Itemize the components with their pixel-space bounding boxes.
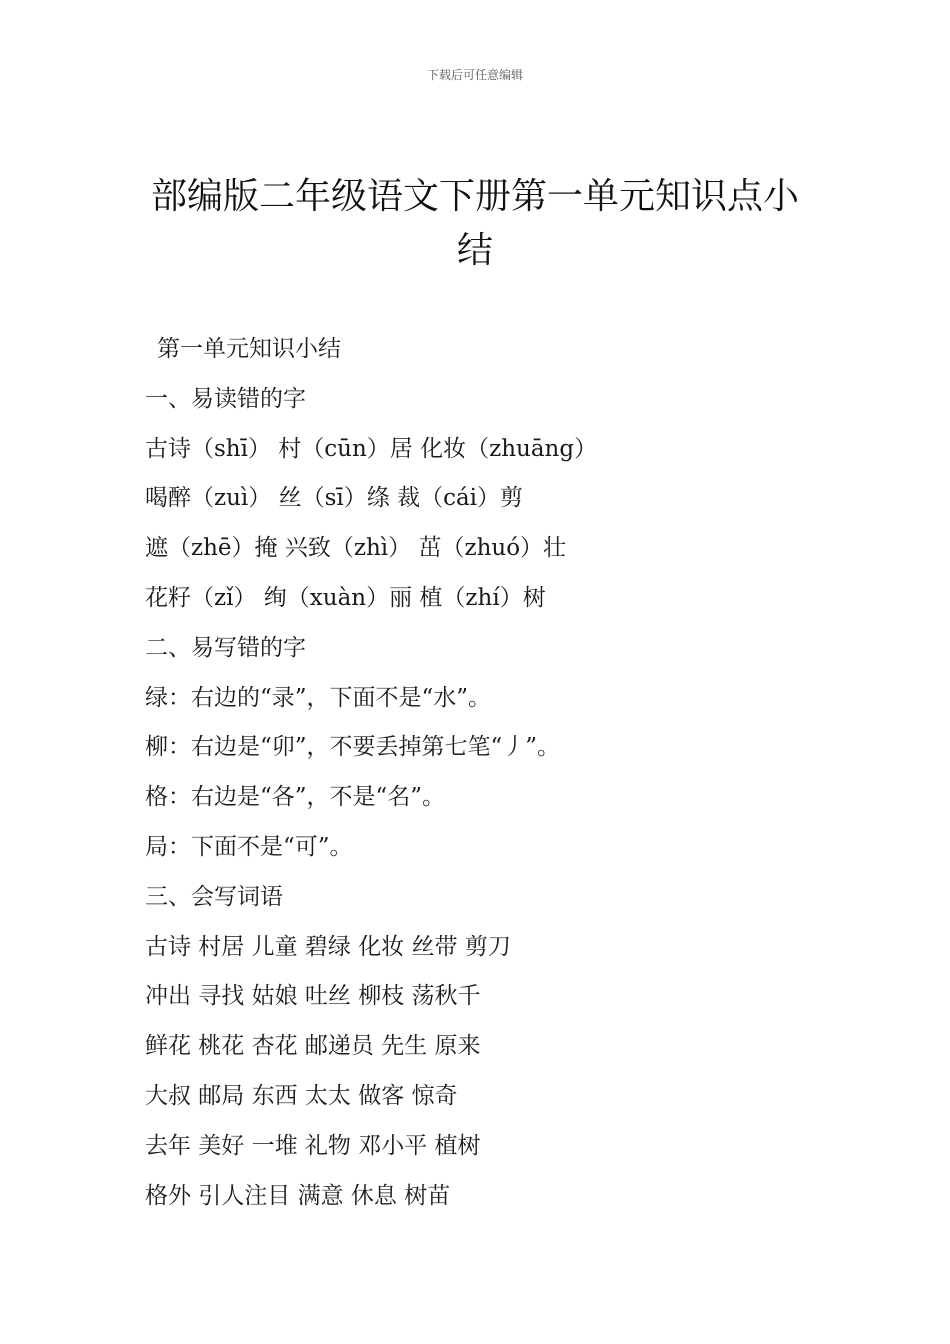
section-subtitle: 第一单元知识小结 (157, 336, 341, 362)
text-line: 古诗（shī） 村（cūn）居 化妆（zhuāng） (145, 435, 598, 462)
document-body (145, 325, 865, 1221)
text-line: 局：下面不是“可”。 (145, 833, 353, 860)
text-line: 格：右边是“各”，不是“名”。 (145, 784, 446, 811)
text-line: 大叔 邮局 东西 太太 做客 惊奇 (145, 1082, 458, 1109)
text-line: 柳：右边是“卯”，不要丢掉第七笔“丿”。 (145, 734, 561, 761)
text-line: 喝醉（zuì） 丝（sī）绦 裁（cái）剪 (145, 485, 524, 512)
text-line: 格外 引人注目 满意 休息 树苗 (145, 1182, 451, 1209)
header-note: 下载后可任意编辑 (426, 68, 523, 82)
section-heading-1: 一、易读错的字 (145, 385, 306, 412)
text-line: 鲜花 桃花 杏花 邮递员 先生 原来 (145, 1033, 481, 1060)
text-line: 去年 美好 一堆 礼物 邓小平 植树 (145, 1132, 481, 1159)
text-line: 古诗 村居 儿童 碧绿 化妆 丝带 剪刀 (145, 933, 511, 960)
section-heading-3: 三、会写词语 (145, 883, 283, 910)
text-line: 绿：右边的“录”，下面不是“水”。 (145, 684, 492, 711)
text-line: 遮（zhē）掩 兴致（zhì） 茁（zhuó）壮 (145, 535, 567, 562)
text-line: 冲出 寻找 姑娘 吐丝 柳枝 荡秋千 (145, 983, 481, 1010)
document-title: 部编版二年级语文下册第一单元知识点小结 (150, 176, 799, 271)
text-line: 花籽（zǐ） 绚（xuàn）丽 植（zhí）树 (145, 584, 546, 611)
section-heading-2: 二、易写错的字 (145, 634, 306, 661)
